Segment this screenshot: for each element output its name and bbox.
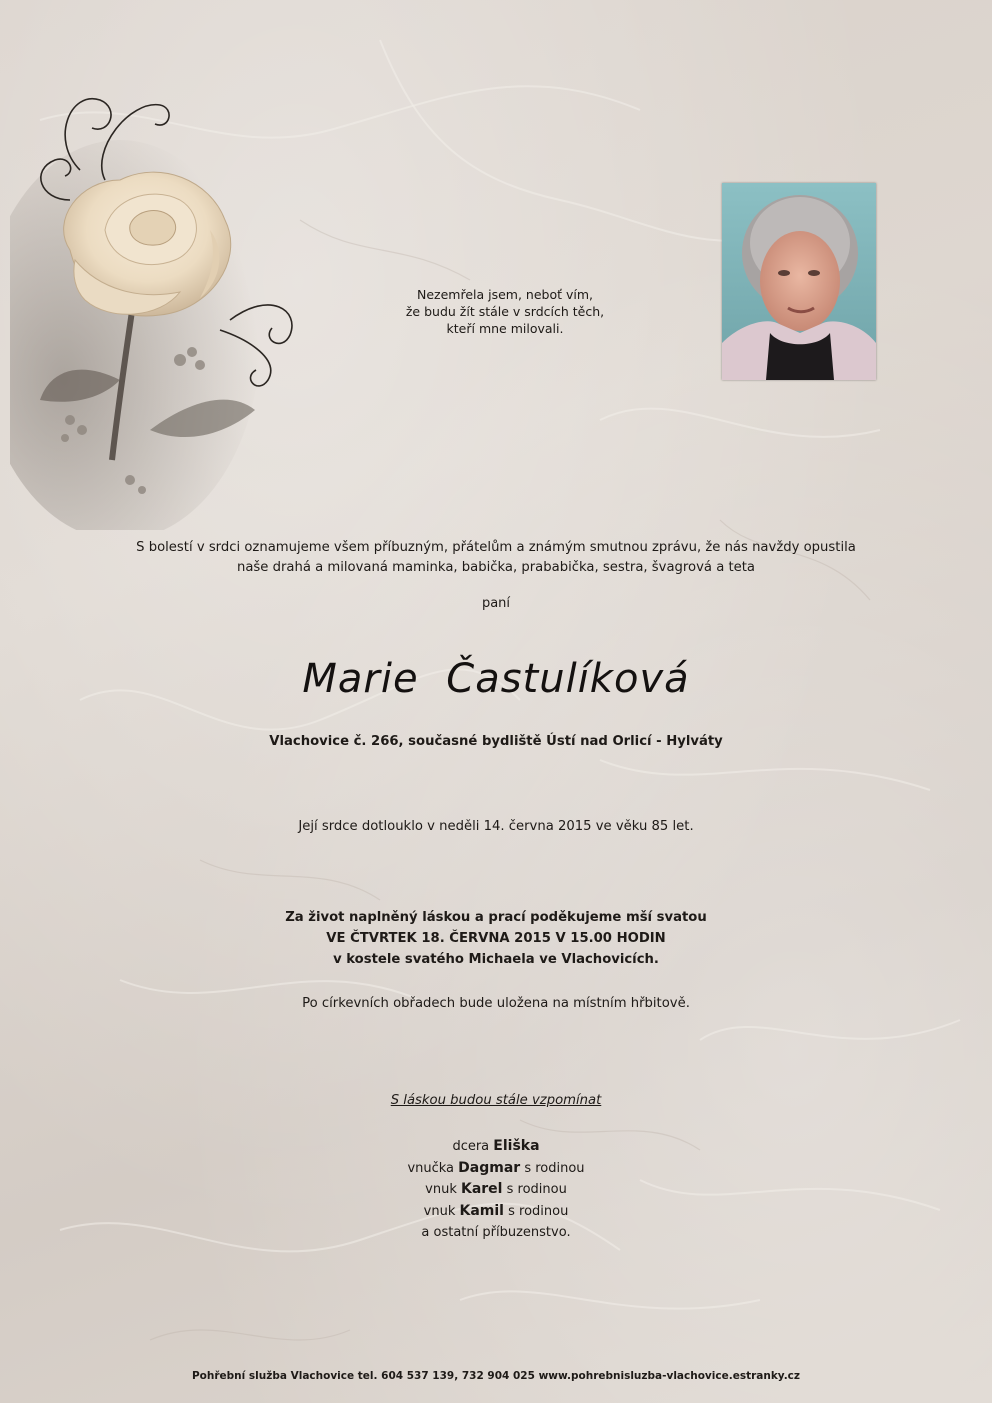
portrait-photo [722,183,876,380]
honorific: paní [481,596,511,611]
remembrance-heading: S láskou budou stále vzpomínat [390,1093,602,1108]
funeral-service-footer: Pohřební služba Vlachovice tel. 604 537 139, 732 904 025 www.pohrebnisluzba-vlachovice.estranky.cz [191,1370,801,1382]
mourner-item: vnuk Kamil s rodinou [423,1202,569,1219]
deceased-name: Marie Častulíková [302,656,690,702]
funeral-mass-info [0,907,992,970]
mass-line-3: v kostele svatého Michaela ve Vlachovicích. [333,952,659,967]
mourners-list [0,1136,992,1244]
mass-line-2: VE ČTVRTEK 18. ČERVNA 2015 V 15.00 HODIN [326,931,666,946]
death-date-text: Její srdce dotlouklo v neděli 14. června 2015 ve věku 85 let. [298,819,694,834]
memorial-quote: Nezemřela jsem, neboť vím, že budu žít stále v srdcích těch, kteří mne milovali. [405,287,605,336]
mass-line-1: Za život naplněný láskou a prací poděkujeme mší svatou [285,910,707,925]
burial-info: Po církevních obřadech bude uložena na místním hřbitově. [302,996,690,1011]
mourner-item: dcera Eliška [452,1138,540,1154]
announcement-line-2: naše drahá a milovaná maminka, babička, prababička, sestra, švagrová a teta [236,560,756,575]
mourner-item: vnučka Dagmar s rodinou [407,1159,585,1176]
announcement-line-1: S bolestí v srdci oznamujeme všem příbuzným, přátelům a známým smutnou zprávu, že nás navždy opustila [136,540,856,555]
mourner-item: vnuk Karel s rodinou [425,1181,567,1197]
mourners-closing: a ostatní příbuzenstvo. [421,1225,571,1240]
deceased-address: Vlachovice č. 266, současné bydliště Ústí nad Orlicí - Hylváty [269,734,723,749]
rose-icon [10,60,310,530]
announcement-text [60,538,932,578]
